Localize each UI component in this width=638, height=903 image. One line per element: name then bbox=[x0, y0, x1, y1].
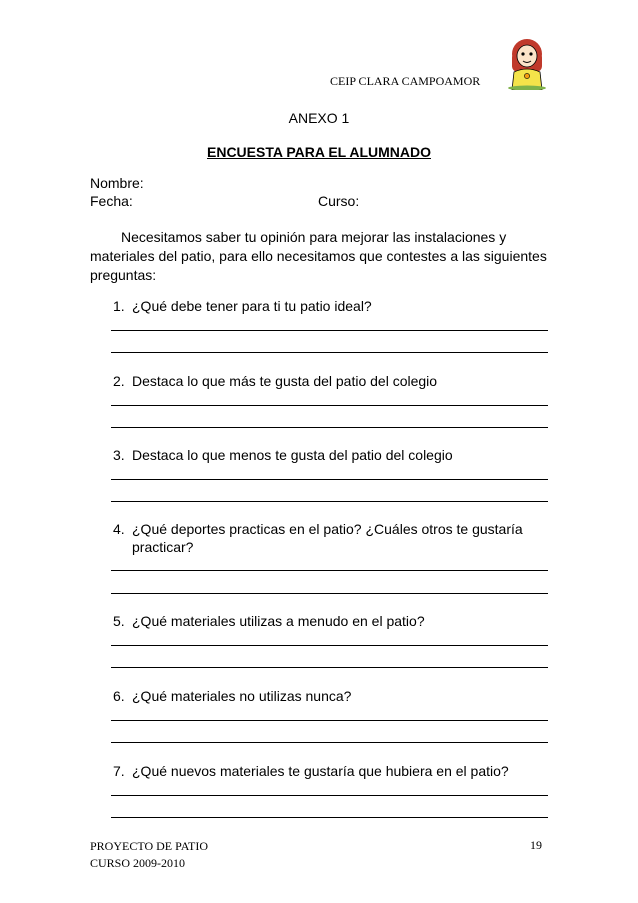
answer-line[interactable] bbox=[111, 742, 548, 743]
question-4 bbox=[113, 520, 553, 556]
annex-label: ANEXO 1 bbox=[288, 110, 350, 126]
question-text: ¿Qué debe tener para ti tu patio ideal? bbox=[132, 298, 372, 314]
date-label: Fecha: bbox=[90, 193, 133, 209]
footer-course: CURSO 2009-2010 bbox=[90, 856, 186, 870]
answer-line[interactable] bbox=[111, 795, 548, 796]
answer-line[interactable] bbox=[111, 570, 548, 571]
question-text: Destaca lo que más te gusta del patio del colegio bbox=[132, 373, 438, 389]
question-number: 2. bbox=[113, 373, 125, 389]
question-number: 1. bbox=[113, 298, 125, 314]
question-number: 3. bbox=[113, 447, 125, 463]
question-text: Destaca lo que menos te gusta del patio del colegio bbox=[132, 447, 453, 463]
question-text: ¿Qué materiales utilizas a menudo en el patio? bbox=[132, 613, 425, 629]
question-2 bbox=[113, 372, 553, 390]
answer-line[interactable] bbox=[111, 479, 548, 480]
page-number: 19 bbox=[530, 838, 542, 852]
answer-line[interactable] bbox=[111, 330, 548, 331]
header-school-name: CEIP CLARA CAMPOAMOR bbox=[330, 74, 481, 88]
question-number: 7. bbox=[113, 763, 125, 779]
survey-title: ENCUESTA PARA EL ALUMNADO bbox=[207, 144, 431, 160]
question-text: ¿Qué nuevos materiales te gustaría que hubiera en el patio? bbox=[132, 763, 509, 779]
question-number: 6. bbox=[113, 688, 125, 704]
question-5 bbox=[113, 612, 553, 630]
answer-line[interactable] bbox=[111, 501, 548, 502]
footer-project: PROYECTO DE PATIO bbox=[90, 839, 209, 853]
question-number: 4. bbox=[113, 521, 125, 537]
footer-left bbox=[90, 838, 208, 872]
question-7 bbox=[113, 762, 553, 780]
question-text: ¿Qué deportes practicas en el patio? ¿Cuáles otros te gustaría practicar? bbox=[132, 521, 523, 555]
girl-mascot-icon bbox=[506, 38, 548, 90]
question-number: 5. bbox=[113, 613, 125, 629]
answer-line[interactable] bbox=[111, 593, 548, 594]
question-text: ¿Qué materiales no utilizas nunca? bbox=[132, 688, 352, 704]
answer-line[interactable] bbox=[111, 645, 548, 646]
question-1 bbox=[113, 297, 553, 315]
question-6 bbox=[113, 687, 553, 705]
answer-line[interactable] bbox=[111, 405, 548, 406]
answer-line[interactable] bbox=[111, 352, 548, 353]
intro-paragraph bbox=[90, 228, 560, 285]
answer-line[interactable] bbox=[111, 817, 548, 818]
answer-line[interactable] bbox=[111, 427, 548, 428]
question-3 bbox=[113, 446, 553, 464]
answer-line[interactable] bbox=[111, 720, 548, 721]
answer-line[interactable] bbox=[111, 667, 548, 668]
course-label: Curso: bbox=[318, 193, 360, 209]
name-label: Nombre: bbox=[90, 175, 144, 191]
intro-text: Necesitamos saber tu opinión para mejorar las instalaciones y materiales del patio, para ello necesitamos que contestes a las siguientes preguntas: bbox=[90, 229, 547, 283]
